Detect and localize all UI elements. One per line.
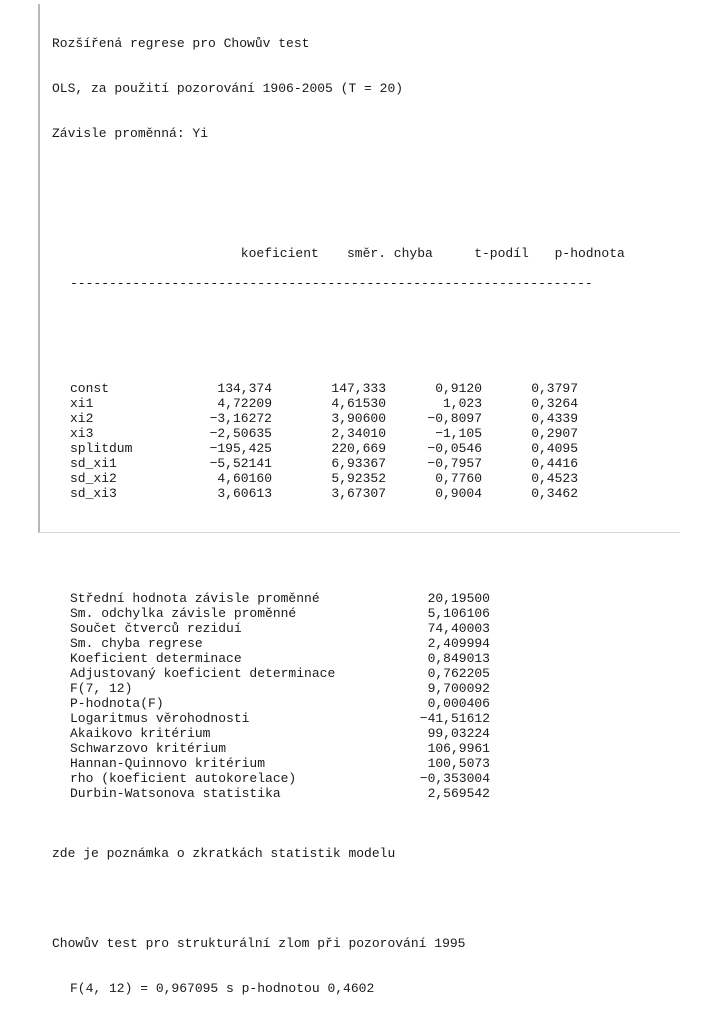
cell-variable: sd_xi2 [70,471,117,486]
cell-koeficient: −3,16272 [209,411,272,426]
stat-label: Logaritmus věrohodnosti [70,711,250,726]
stat-row [52,636,625,651]
stat-label: Akaikovo kritérium [70,726,211,741]
table-rule: ------------------------------------------------------------------- [70,276,593,291]
cell-koeficient: −5,52141 [209,456,272,471]
cell-smer-chyba: 2,34010 [331,426,386,441]
stat-value: 2,569542 [427,786,490,801]
header-p-hodnota: p-hodnota [554,246,625,261]
stat-label: P-hodnota(F) [70,696,164,711]
stat-row [52,666,625,681]
cell-koeficient: −2,50635 [209,426,272,441]
cell-t-podil: −0,8097 [427,411,482,426]
cell-t-podil: −0,0546 [427,441,482,456]
stat-label: Součet čtverců reziduí [70,621,242,636]
cell-smer-chyba: 4,61530 [331,396,386,411]
stat-row [52,681,625,696]
stat-row [52,711,625,726]
cell-variable: xi3 [70,426,94,441]
cell-p-hodnota: 0,4339 [531,411,578,426]
cell-smer-chyba: 3,90600 [331,411,386,426]
cell-t-podil: 0,9004 [435,486,482,501]
cell-koeficient: 4,60160 [217,471,272,486]
cell-koeficient: −195,425 [209,441,272,456]
stat-row [52,696,625,711]
cell-smer-chyba: 3,67307 [331,486,386,501]
cell-t-podil: 1,023 [442,396,482,411]
stat-value: 20,19500 [427,591,490,606]
stat-row [52,771,625,786]
chow-test-result: F(4, 12) = 0,967095 s p-hodnotou 0,4602 [70,981,375,996]
cell-p-hodnota: 0,3797 [531,381,578,396]
cell-t-podil: 0,7760 [435,471,482,486]
table-row [52,441,625,456]
stat-row [52,651,625,666]
stat-label: Sm. odchylka závisle proměnné [70,606,297,621]
stat-label: F(7, 12) [70,681,133,696]
output-window [38,4,680,996]
cell-p-hodnota: 0,4523 [531,471,578,486]
stat-value: 0,762205 [427,666,490,681]
stat-value: 2,409994 [427,636,490,651]
cell-p-hodnota: 0,2907 [531,426,578,441]
stat-row [52,786,625,801]
table-row [52,411,625,426]
statistics-list [52,591,625,801]
stat-row [52,741,625,756]
stat-label: Hannan-Quinnovo kritérium [70,756,266,771]
stat-value: −0,353004 [419,771,490,786]
cell-variable: const [70,381,110,396]
table-row [52,471,625,486]
coefficient-table [52,381,625,501]
stat-label: Koeficient determinace [70,651,242,666]
cell-koeficient: 4,72209 [217,396,272,411]
cell-smer-chyba: 6,93367 [331,456,386,471]
table-row [52,381,625,396]
note-line: zde je poznámka o zkratkách statistik modelu [52,846,396,861]
stat-value: 0,000406 [427,696,490,711]
title-line-3: Závisle proměnná: Yi [52,126,209,141]
cell-koeficient: 3,60613 [217,486,272,501]
cell-p-hodnota: 0,3264 [531,396,578,411]
header-smer-chyba: směr. chyba [346,246,433,261]
header-t-podil: t-podíl [474,246,529,261]
cell-variable: sd_xi1 [70,456,117,471]
stat-value: 5,106106 [427,606,490,621]
cell-t-podil: 0,9120 [435,381,482,396]
stat-row [52,591,625,606]
cell-p-hodnota: 0,3462 [531,486,578,501]
stat-row [52,606,625,621]
stat-label: rho (koeficient autokorelace) [70,771,297,786]
stat-label: Sm. chyba regrese [70,636,203,651]
cell-variable: xi1 [70,396,94,411]
table-row [52,396,625,411]
stat-value: −41,51612 [419,711,490,726]
stat-value: 99,03224 [427,726,490,741]
stat-value: 0,849013 [427,651,490,666]
stat-value: 100,5073 [427,756,490,771]
stat-label: Schwarzovo kritérium [70,741,227,756]
cell-variable: xi2 [70,411,94,426]
stat-row [52,756,625,771]
table-row [52,426,625,441]
stat-value: 106,9961 [427,741,490,756]
table-row [52,456,625,471]
cell-p-hodnota: 0,4416 [531,456,578,471]
stat-label: Střední hodnota závisle proměnné [70,591,320,606]
stat-row [52,726,625,741]
cell-variable: splitdum [70,441,133,456]
header-koeficient: koeficient [240,246,319,261]
stat-label: Adjustovaný koeficient determinace [70,666,336,681]
cell-variable: sd_xi3 [70,486,117,501]
title-line-2: OLS, za použití pozorování 1906-2005 (T = 20) [52,81,404,96]
cell-t-podil: −0,7957 [427,456,482,471]
stat-value: 9,700092 [427,681,490,696]
cell-p-hodnota: 0,4095 [531,441,578,456]
stat-value: 74,40003 [427,621,490,636]
cell-smer-chyba: 147,333 [331,381,386,396]
cell-smer-chyba: 5,92352 [331,471,386,486]
stat-row [52,621,625,636]
chow-test-title: Chowův test pro strukturální zlom při pozorování 1995 [52,936,466,951]
title-line-1: Rozšířená regrese pro Chowův test [52,36,310,51]
model-output-text [52,6,625,1026]
table-row [52,486,625,501]
cell-t-podil: −1,105 [435,426,482,441]
cell-koeficient: 134,374 [217,381,272,396]
stat-label: Durbin-Watsonova statistika [70,786,281,801]
table-header [52,231,625,261]
cell-smer-chyba: 220,669 [331,441,386,456]
